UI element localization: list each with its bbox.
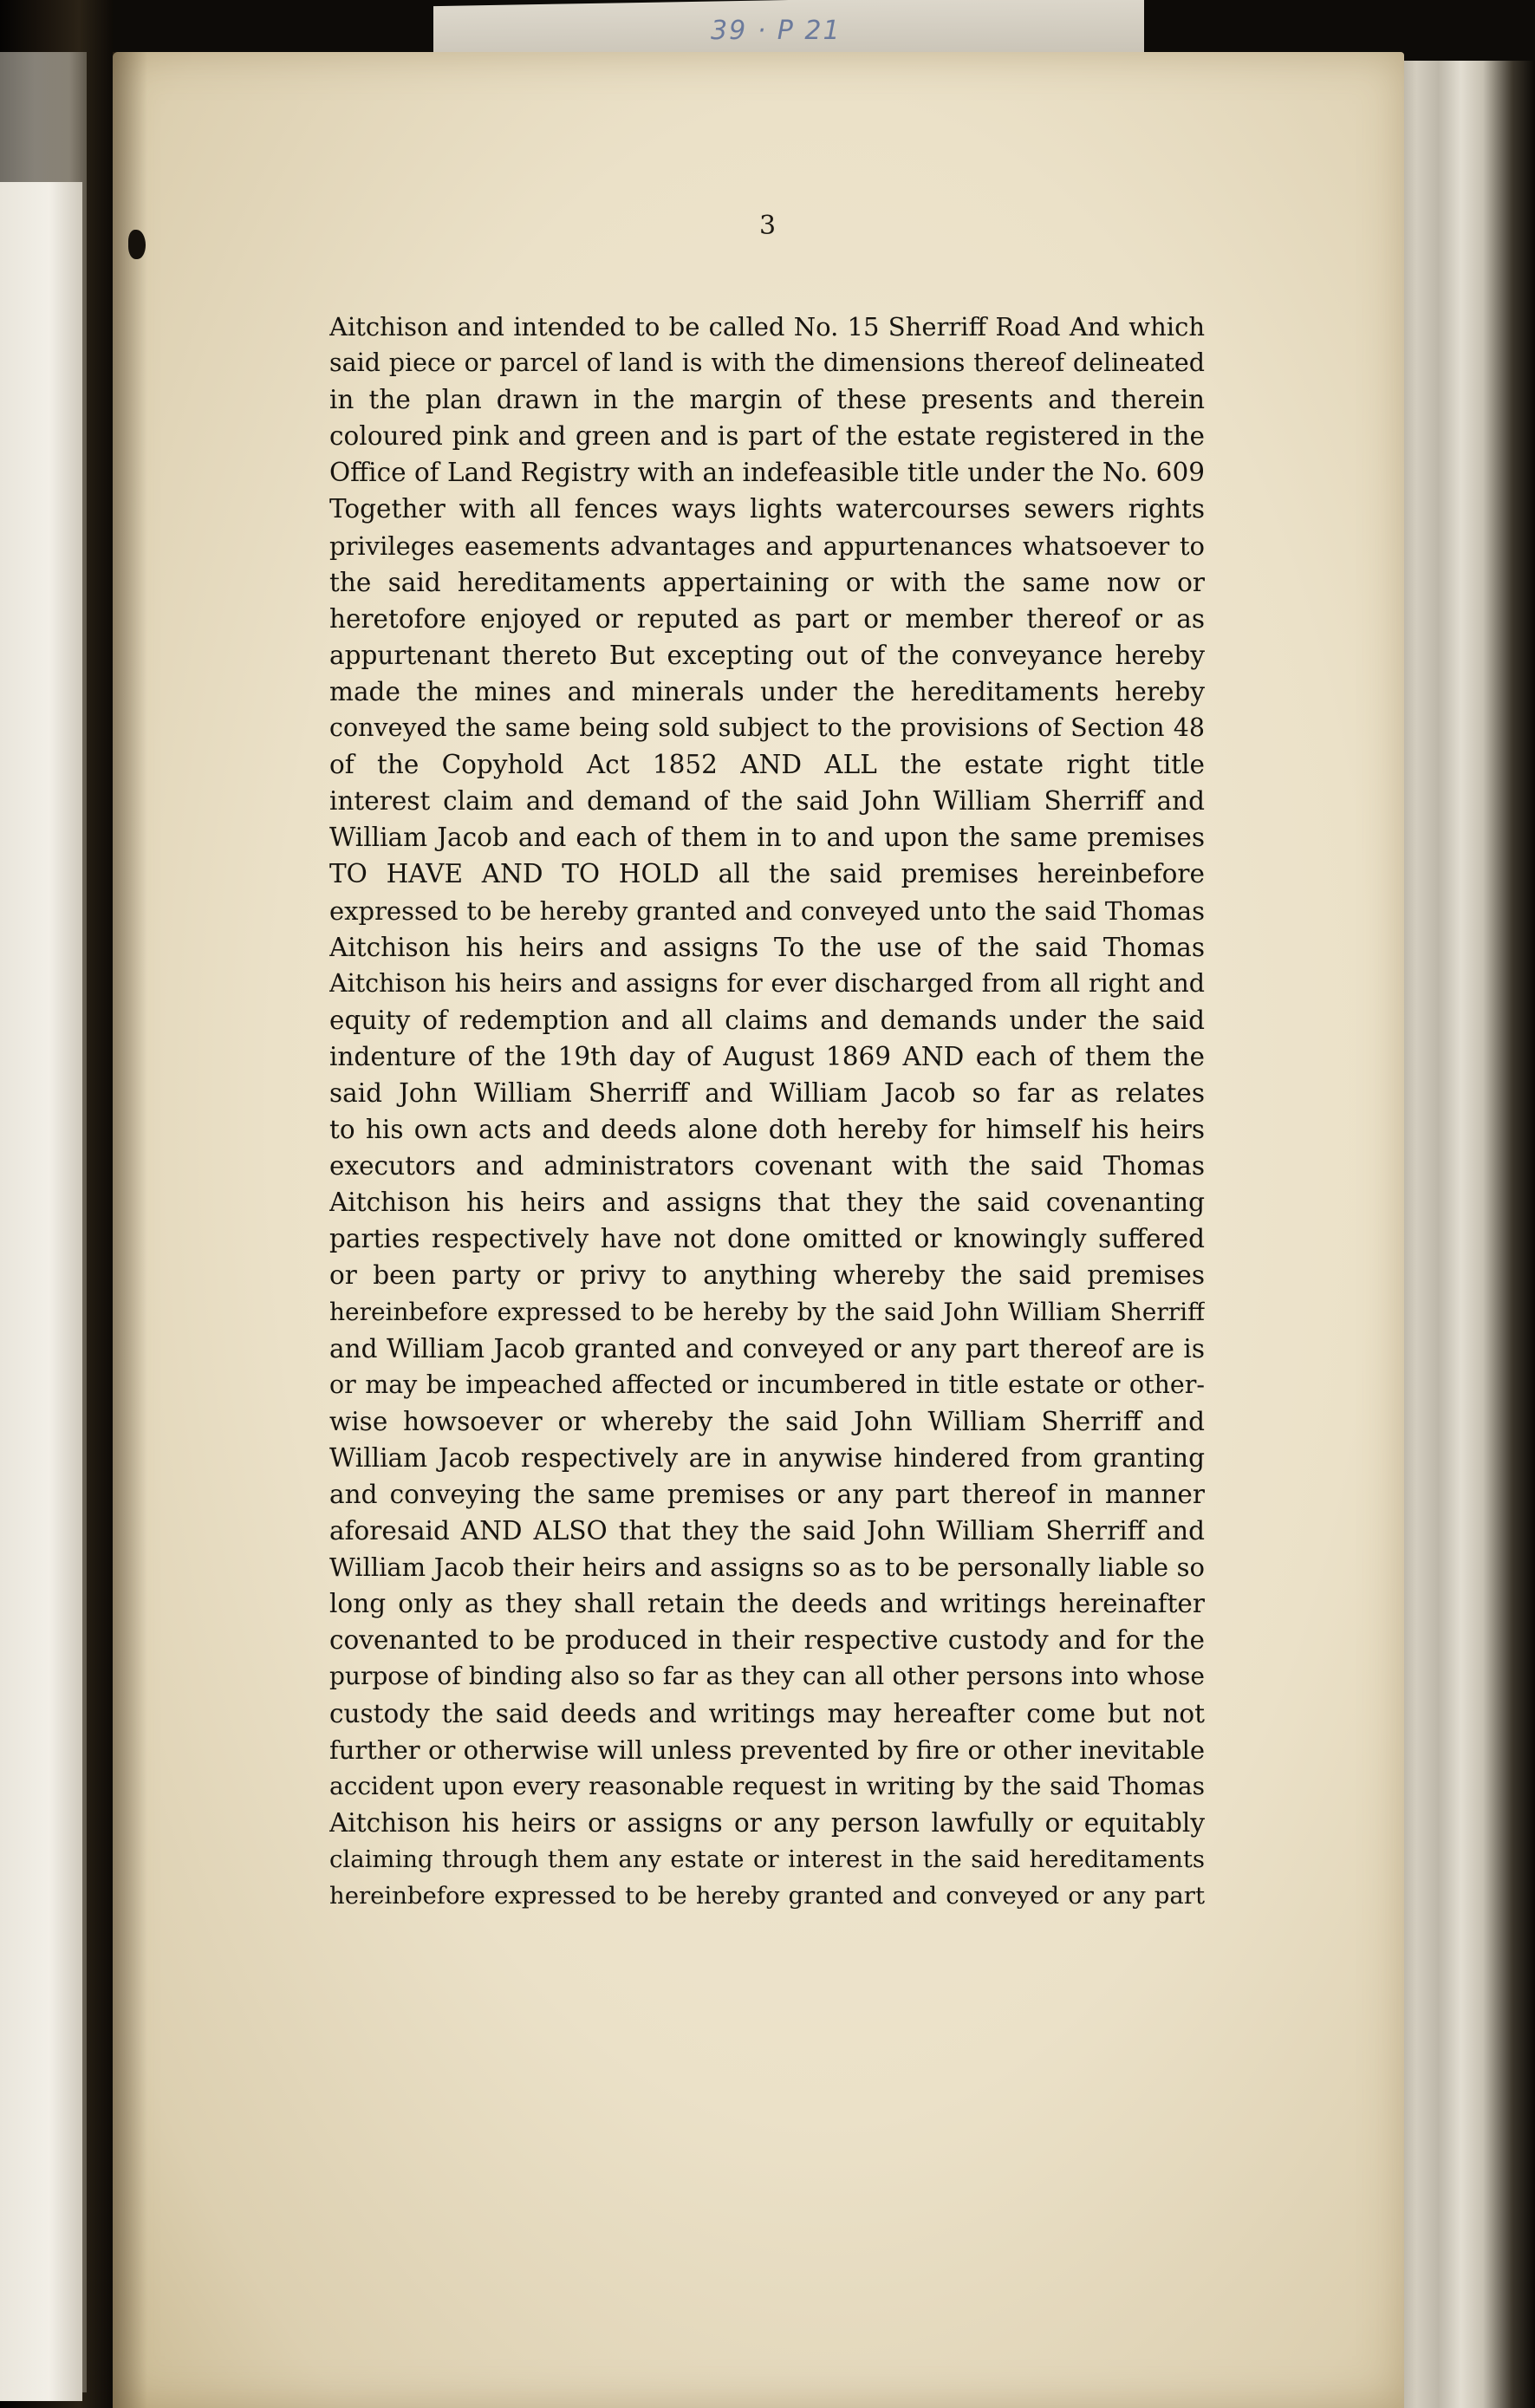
text-line: TO HAVE AND TO HOLD all the said premises hereinbefore — [329, 859, 1205, 889]
gutter-shadow — [113, 52, 147, 2408]
text-line: appurtenant thereto But excepting out of the conveyance hereby — [329, 640, 1205, 670]
text-line: covenanted to be produced in their respective custody and for the — [329, 1625, 1205, 1656]
text-line: said John William Sherriff and William Jacob so far as relates — [329, 1077, 1205, 1108]
page-stack-edges — [1387, 61, 1535, 2408]
text-line: claiming through them any estate or interest in the said hereditaments — [329, 1845, 1205, 1873]
text-line: and William Jacob granted and conveyed or any part thereof are is — [329, 1333, 1205, 1363]
slip-handwritten-note: 39 · P 21 — [711, 16, 842, 46]
text-line: aforesaid AND ALSO that they the said John William Sherriff and — [329, 1516, 1205, 1546]
page-number: 3 — [758, 211, 777, 241]
text-line: Aitchison his heirs and assigns for ever discharged from all right and — [329, 968, 1205, 998]
text-line: to his own acts and deeds alone doth hereby for himself his heirs — [329, 1115, 1205, 1145]
text-line: indenture of the 19th day of August 1869 AND each of them the — [329, 1041, 1205, 1071]
text-line: expressed to be hereby granted and conveyed unto the said Thomas — [329, 895, 1205, 926]
text-line: hereinbefore expressed to be hereby granted and conveyed or any part — [329, 1882, 1205, 1910]
text-line: Aitchison his heirs or assigns or any person lawfully or equitably — [329, 1807, 1205, 1838]
text-line: and conveying the same premises or any part thereof in manner — [329, 1480, 1205, 1509]
text-line: made the mines and minerals under the hereditaments hereby — [329, 676, 1205, 706]
text-line: or may be impeached affected or incumbered in title estate or other- — [329, 1370, 1205, 1399]
interleaved-sheet — [0, 182, 82, 2401]
text-line: heretofore enjoyed or reputed as part or member thereof or as — [329, 603, 1205, 634]
text-line: Together with all fences ways lights watercourses sewers rights — [329, 494, 1205, 524]
text-line: William Jacob respectively are in anywise hindered from granting — [329, 1442, 1205, 1473]
text-line: equity of redemption and all claims and demands under the said — [329, 1005, 1205, 1035]
text-line: Office of Land Registry with an indefeasible title under the No. 609 — [329, 458, 1205, 488]
text-line: custody the said deeds and writings may hereafter come but not — [329, 1698, 1205, 1728]
text-line: hereinbefore expressed to be hereby by the said John William Sherriff — [329, 1297, 1205, 1326]
text-line: interest claim and demand of the said John William Sherriff and — [329, 786, 1205, 817]
text-line: the said hereditaments appertaining or with the same now or — [329, 567, 1205, 597]
text-line: William Jacob and each of them in to and upon the same premises — [329, 823, 1205, 853]
text-line: in the plan drawn in the margin of these presents and therein — [329, 385, 1205, 415]
text-line: long only as they shall retain the deeds and writings hereinafter — [329, 1589, 1205, 1619]
text-line: accident upon every reasonable request in writing by the said Thomas — [329, 1771, 1205, 1800]
text-line: Aitchison and intended to be called No. 15 Sherriff Road And which — [329, 312, 1205, 342]
text-line: wise howsoever or whereby the said John William Sherriff and — [329, 1406, 1205, 1436]
text-line: said piece or parcel of land is with the dimensions thereof delineated — [329, 348, 1205, 378]
text-line: William Jacob their heirs and assigns so as to be personally liable so — [329, 1552, 1205, 1583]
text-line: Aitchison his heirs and assigns To the use of the said Thomas — [329, 932, 1205, 962]
text-line: of the Copyhold Act 1852 AND ALL the estate right title — [329, 750, 1205, 780]
text-line: or been party or privy to anything whereby the said premises — [329, 1260, 1205, 1291]
text-line: purpose of binding also so far as they can all other persons into whose — [329, 1662, 1205, 1691]
text-line: further or otherwise will unless prevented by fire or other inevitable — [329, 1734, 1205, 1765]
text-line: executors and administrators covenant with the said Thomas — [329, 1151, 1205, 1181]
text-line: privileges easements advantages and appurtenances whatsoever to — [329, 530, 1205, 561]
text-line: coloured pink and green and is part of the estate registered in the — [329, 421, 1205, 452]
text-line: conveyed the same being sold subject to the provisions of Section 48 — [329, 713, 1205, 743]
text-line: parties respectively have not done omitted or knowingly suffered — [329, 1224, 1205, 1254]
text-line: Aitchison his heirs and assigns that they the said covenanting — [329, 1188, 1205, 1218]
deed-body-text — [329, 309, 1205, 1914]
